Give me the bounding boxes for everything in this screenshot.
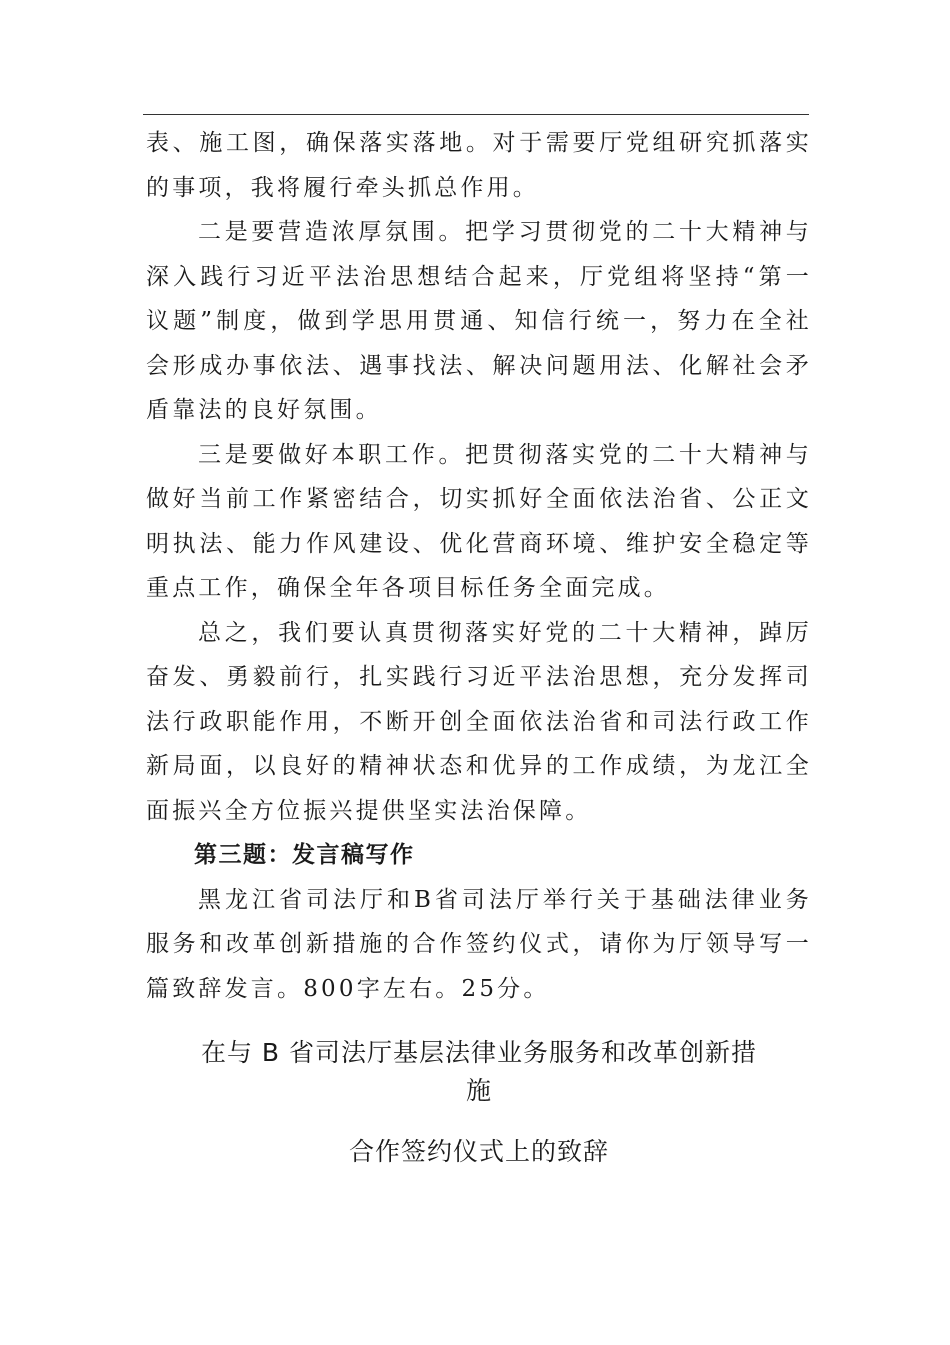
paragraph-second-point: 二是要营造浓厚氛围。把学习贯彻党的二十大精神与深入践行习近平法治思想结合起来，厅党组将坚持“第一议题”制度，做到学思用贯通、知信行统一，努力在全社会形成办事依法、遇事找法、解决问题用法、化解社会矛盾靠法的良好氛围。 <box>146 219 812 423</box>
paragraph-continuation: 表、施工图，确保落实落地。对于需要厅党组研究抓落实的事项，我将履行牵头抓总作用。 <box>146 130 812 201</box>
speech-title-line-2: 施 <box>465 1076 492 1105</box>
speech-title-line-3: 合作签约仪式上的致辞 <box>348 1137 609 1166</box>
task-prompt: 黑龙江省司法厅和B省司法厅举行关于基础法律业务服务和改革创新措施的合作签约仪式，请你为厅领导写一篇致辞发言。800字左右。25分。 <box>146 886 812 1002</box>
speech-title-line-1: 在与 B 省司法厅基层法律业务服务和改革创新措 <box>200 1038 758 1067</box>
paragraph-summary: 总之，我们要认真贯彻落实好党的二十大精神，踔厉奋发、勇毅前行，扎实践行习近平法治思想，充分发挥司法行政职能作用，不断开创全面依法治省和司法行政工作新局面，以良好的精神状态和优异的工作成绩，为龙江全面振兴全方位振兴提供坚实法治保障。 <box>146 619 812 824</box>
section-heading: 第三题：发言稿写作 <box>194 842 415 868</box>
document-body <box>146 121 812 1011</box>
header-rule <box>143 114 809 115</box>
paragraph-third-point: 三是要做好本职工作。把贯彻落实党的二十大精神与做好当前工作紧密结合，切实抓好全面依法治省、公正文明执法、能力作风建设、优化营商环境、维护安全稳定等重点工作，确保全年各项目标任务全面完成。 <box>146 441 812 601</box>
